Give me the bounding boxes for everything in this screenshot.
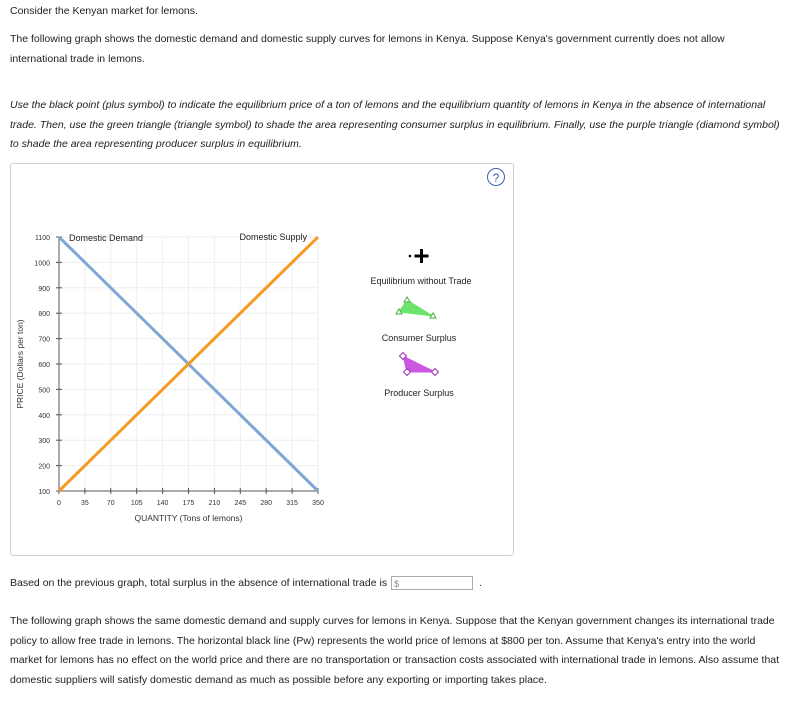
trade-paragraph: The following graph shows the same domestic demand and supply curves for lemons in Kenya. Suppose that the Kenyan government changes its international trade policy to allow free trade in lemons. The horizontal black line (Pw) represents the world price of lemons at $800 per ton. Assume that Kenya's entry into the world market for lemons has no effect on the world price and there are no transportation or transaction costs associated with international trade in lemons. Also assume that domestic suppliers will satisfy domestic demand as much as possible before any exporting or importing takes place. [10, 615, 780, 686]
graph-panel [10, 163, 514, 556]
consumer-surplus-label: Consumer Surplus [381, 333, 457, 343]
x-tick-label: 210 [208, 500, 221, 507]
y-tick-label: 1000 [34, 260, 50, 268]
x-axis-label: QUANTITY (Tons of lemons) [134, 513, 243, 523]
demand-curve-label: Domestic Demand [69, 233, 144, 243]
x-tick-label: 175 [182, 500, 195, 507]
plus-horizontal-bar [415, 255, 429, 258]
y-tick-label: 100 [38, 489, 50, 496]
diamond-vertex [432, 369, 439, 376]
y-tick-label: 900 [38, 285, 50, 293]
x-tick-label: 280 [260, 500, 273, 507]
y-tick-label: 700 [38, 336, 50, 344]
x-tick-label: 70 [106, 500, 115, 507]
surplus-question [10, 576, 482, 590]
x-tick-label: 245 [234, 500, 247, 507]
y-tick-label: 500 [38, 387, 50, 395]
supply-demand-chart[interactable] [11, 164, 513, 555]
plus-icon[interactable] [409, 249, 429, 263]
y-tick-label: 200 [38, 463, 50, 471]
x-tick-label: 315 [286, 500, 298, 507]
surplus-question-text: Based on the previous graph, total surplus in the absence of international trade is [10, 577, 388, 589]
intro-text: Consider the Kenyan market for lemons. [10, 5, 198, 17]
x-tick-label: 140 [156, 500, 169, 507]
y-tick-label: 800 [38, 311, 50, 319]
y-tick-label: 300 [38, 438, 50, 446]
producer-surplus-label: Producer Surplus [384, 388, 454, 398]
tool-palette [370, 249, 471, 398]
instructions-paragraph: Use the black point (plus symbol) to indicate the equilibrium price of a ton of lemons and the equilibrium quantity of lemons in Kenya in the absence of international trade. Then, use the green triangle (triangle symbol) to shade the area representing consumer surplus in equilibrium. Finally, use the purple triangle (diamond symbol) to shade the area representing producer surplus in equilibrium. [10, 99, 780, 150]
currency-symbol: $ [394, 579, 400, 589]
triangle-vertex [404, 297, 410, 302]
y-tick-label: 600 [38, 362, 50, 369]
diamond-icon[interactable] [400, 353, 439, 376]
question-paragraph: The following graph shows the domestic demand and domestic supply curves for lemons in Kenya. Suppose Kenya's government currently does not allow international trade in lemons. [10, 33, 725, 65]
sentence-period: . [479, 577, 482, 589]
x-tick-label: 0 [57, 500, 61, 507]
plus-dot [409, 255, 412, 258]
x-tick-label: 105 [130, 500, 143, 507]
y-tick-label: 1100 [34, 235, 50, 242]
x-tick-label: 350 [312, 500, 324, 507]
equilibrium-label: Equilibrium without Trade [370, 276, 472, 286]
triangle-icon[interactable] [396, 297, 436, 318]
x-tick-label: 35 [81, 500, 89, 507]
y-tick-label: 400 [38, 412, 50, 420]
total-surplus-input[interactable] [391, 576, 473, 590]
help-icon[interactable]: ? [487, 168, 505, 186]
supply-curve-label: Domestic Supply [239, 232, 307, 242]
y-axis-label: PRICE (Dollars per ton) [15, 319, 25, 409]
